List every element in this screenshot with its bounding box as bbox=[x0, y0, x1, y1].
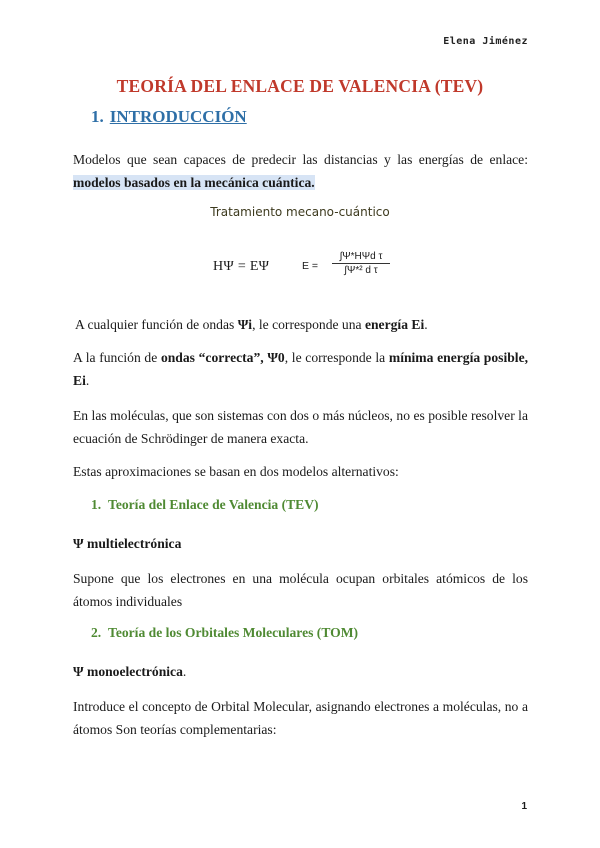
section-heading bbox=[91, 107, 247, 127]
paragraph-approximations: Estas aproximaciones se basan en dos modelos alternativos: bbox=[73, 464, 399, 479]
intro-highlight: modelos basados en la mecánica cuántica. bbox=[73, 175, 315, 190]
paragraph-molecules: En las moléculas, que son sistemas con dos o más núcleos, no es posible resolver la ecuación de Schrödinger de manera exacta. bbox=[73, 408, 528, 446]
psi-i: Ψi bbox=[237, 317, 253, 332]
model-tom-heading: 2. Teoría de los Orbitales Moleculares (TOM) bbox=[91, 625, 359, 640]
fraction-bar bbox=[332, 263, 390, 264]
schrodinger-equation: ΗΨ = EΨ bbox=[213, 259, 270, 274]
author-name: Elena Jiménez bbox=[443, 36, 528, 47]
energy-lhs: E = bbox=[302, 260, 319, 272]
section-number: 1. bbox=[91, 107, 104, 126]
intro-text: Modelos que sean capaces de predecir las distancias y las energías de enlace: bbox=[73, 152, 528, 167]
model-tom-description: Introduce el concepto de Orbital Molecular, asignando electrones a moléculas, no a átomos Son teorías complementarias: bbox=[73, 699, 528, 737]
treatment-label: Tratamiento mecano-cuántico bbox=[210, 205, 390, 219]
document-title: TEORÍA DEL ENLACE DE VALENCIA (TEV) bbox=[116, 76, 484, 96]
paragraph-correct-function: A la función de ondas “correcta”, Ψ0, le corresponde la mínima energía posible, Ei. bbox=[73, 350, 529, 388]
psi-monoelectronic-label: Ψ monoelectrónica. bbox=[73, 664, 187, 679]
model-tev-description: Supone que los electrones en una molécula ocupan orbitales atómicos de los átomos individuales bbox=[73, 571, 528, 609]
section-title: INTRODUCCIÓN bbox=[109, 107, 247, 126]
energy-ei: energía Ei bbox=[364, 317, 425, 332]
energy-numerator: ∫Ψ*HΨd τ bbox=[339, 251, 383, 262]
model-tev-heading: 1. Teoría del Enlace de Valencia (TEV) bbox=[91, 497, 319, 512]
intro-paragraph bbox=[73, 148, 528, 194]
energy-denominator: ∫Ψ*² d τ bbox=[344, 265, 378, 276]
page-number: 1 bbox=[521, 801, 527, 812]
psi-multielectronic-label: Ψ multielectrónica bbox=[73, 536, 182, 551]
paragraph-wavefunction: A cualquier función de ondas Ψi, le corresponde una energía Ei. bbox=[75, 317, 428, 332]
